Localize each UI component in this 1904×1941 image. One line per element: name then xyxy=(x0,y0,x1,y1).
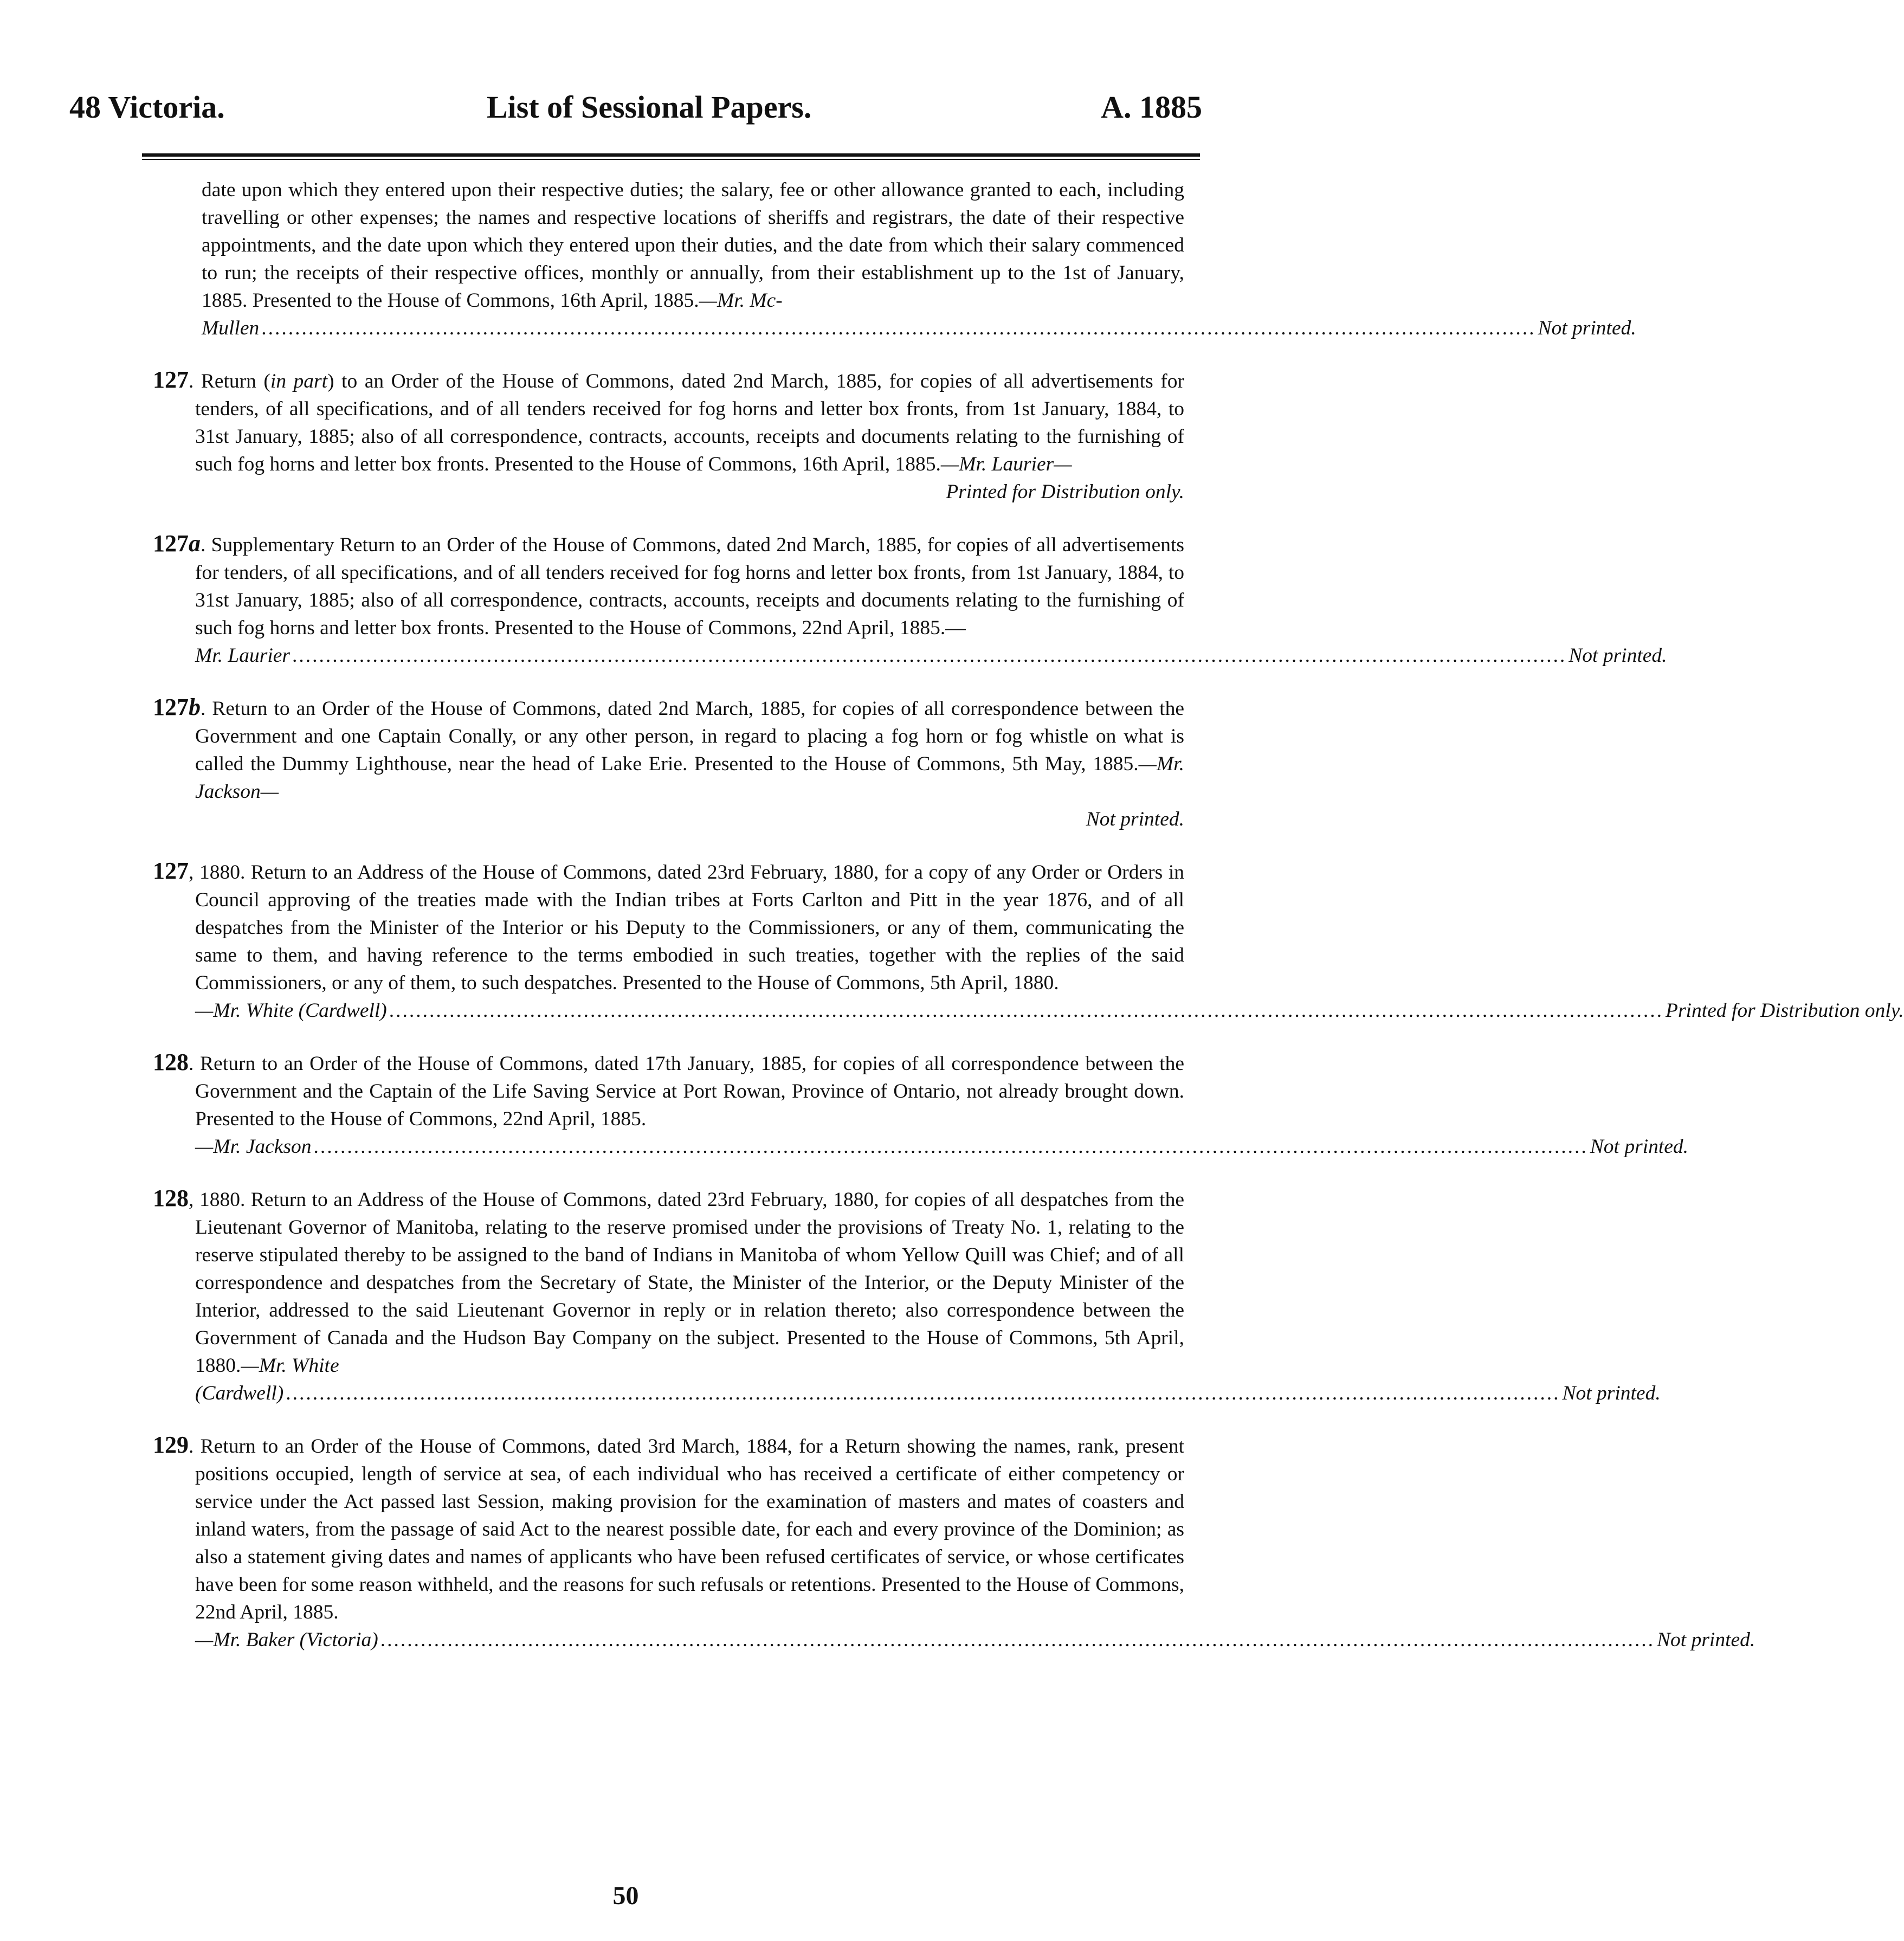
entry-text: ) to an Order of the House of Commons, dated 2nd March, 1885, for copies of all advertisements for tenders, of all specifications, and of all tenders received for fog horns and letter box fronts, from 1st January, 1884, to 31st January, 1885; also of all correspondence, contracts, accounts, receipts and documents relating to the furnishing of such fog horns and letter box fronts. Presented to the House of Commons, 16th April, 1885. xyxy=(195,370,1184,475)
entry-mover: —Mr. Jackson— xyxy=(195,753,1184,803)
entry-year: , 1880. xyxy=(189,1189,246,1211)
entry-number-suffix: b xyxy=(189,694,201,720)
entry-number-value: 127 xyxy=(153,530,189,557)
entry-status-line xyxy=(195,642,1667,669)
entry-mover: Mr. Laurier xyxy=(195,644,291,667)
entry-status: Printed for Distribution only. xyxy=(946,481,1184,503)
entry-year: , 1880. xyxy=(189,861,246,884)
entry-status-line xyxy=(202,314,1636,342)
entry-status: Not printed. xyxy=(1562,1382,1661,1404)
entry-text: . Return to an Order of the House of Commons, dated 3rd March, 1884, for a Return showing the names, rank, present positions occupied, length of service at sea, of each individual who has received a certificate of either competency or service under the Act passed last Session, making provision for the examination of masters and mates of coasters and inland waters, from the passage of said Act to the nearest possible date, for each and every province of the Dominion; as also a statement giving dates and names of applicants who have been refused certificates of service, or whose certificates have been for some reason withheld, and the reasons for such refusals or retentions. Presented to the House of Commons, 22nd April, 1885. xyxy=(189,1435,1184,1623)
entry-number: 128 xyxy=(153,1049,189,1075)
entry-number-suffix: a xyxy=(189,530,201,557)
entry-number: 129 xyxy=(153,1431,189,1458)
header-rule xyxy=(142,153,1200,157)
entry-mover-continued: Mullen xyxy=(202,317,260,339)
page-number: 50 xyxy=(612,1881,639,1910)
entry-127-1880 xyxy=(153,857,1904,1024)
header-title: List of Sessional Papers. xyxy=(487,89,812,125)
entry-127b xyxy=(153,693,1184,833)
entry-number: 128 xyxy=(153,1185,189,1211)
entry-status-line xyxy=(195,1626,1755,1654)
entry-number xyxy=(153,694,201,720)
entry-status-line xyxy=(195,997,1904,1024)
entry-mover: —Mr. Laurier— xyxy=(940,453,1072,475)
dot-leader: .............................................................................................................................................................................................. xyxy=(380,1629,1655,1651)
dot-leader: .............................................................................................................................................................................................. xyxy=(389,999,1664,1022)
header-session: 48 Victoria. xyxy=(69,89,225,125)
entry-128-1880 xyxy=(153,1184,1661,1407)
entry-number xyxy=(153,530,201,557)
entry-text: . Return to an Order of the House of Commons, dated 2nd March, 1885, for copies of all correspondence between the Government and one Captain Conally, or any other person, in regard to placing a fog horn or fog whistle on what is called the Dummy Lighthouse, near the head of Lake Erie. Presented to the House of Commons, 5th May, 1885. xyxy=(195,698,1184,775)
entry-status: Not printed. xyxy=(1538,317,1636,339)
entry-text: Return to an Address of the House of Commons, dated 23rd February, 1880, for a copy of any Order or Orders in Council approving of the treaties made with the Indian tribes at Forts Carlton and Pitt in the year 1876, and of all despatches from the Minister of the Interior or his Deputy to the Commissioners, or any of them, communicating the same to them, and having reference to the terms embodied in such treaties, together with the replies of the said Commissioners, or any of them, to such despatches. Presented to the House of Commons, 5th April, 1880. xyxy=(195,861,1184,994)
entry-129 xyxy=(153,1431,1755,1654)
entry-text: . Supplementary Return to an Order of the House of Commons, dated 2nd March, 1885, for copies of all advertisements for tenders, of all specifications, and of all tenders received for fog horns and letter box fronts, from 1st January, 1884, to 31st January, 1885; also of all correspondence, contracts, accounts, receipts and documents relating to the furnishing of such fog horns and letter box fronts. Presented to the House of Commons, 22nd April, 1885.— xyxy=(195,534,1184,639)
entry-text-pre: . Return ( xyxy=(189,370,270,392)
dot-leader: .............................................................................................................................................................................................. xyxy=(292,644,1567,667)
entry-mover-continued: (Cardwell) xyxy=(195,1382,284,1404)
entry-status: Not printed. xyxy=(1657,1629,1755,1651)
entry-status: Not printed. xyxy=(1569,644,1667,667)
entry-mover: —Mr. White (Cardwell) xyxy=(195,999,387,1022)
entry-mover: —Mr. Jackson xyxy=(195,1136,312,1158)
entry-128 xyxy=(153,1048,1689,1160)
entry-number-value: 127 xyxy=(153,694,189,720)
dot-leader: .............................................................................................................................................................................................. xyxy=(286,1382,1560,1404)
entry-127a xyxy=(153,530,1667,669)
dot-leader: .............................................................................................................................................................................................. xyxy=(261,317,1536,339)
entry-status: Not printed. xyxy=(1590,1136,1689,1158)
entry-mover: —Mr. White xyxy=(241,1355,339,1377)
entry-mover: —Mr. Baker (Victoria) xyxy=(195,1629,378,1651)
entry-text: . Return to an Order of the House of Commons, dated 17th January, 1885, for copies of all correspondence between the Government and the Captain of the Life Saving Service at Port Rowan, Province of Ontario, not already brought down. Presented to the House of Commons, 22nd April, 1885. xyxy=(189,1053,1184,1130)
entries-list xyxy=(153,176,1904,1678)
entry-text: date upon which they entered upon their respective duties; the salary, fee or other allowance granted to each, including travelling or other expenses; the names and respective locations of sheriffs and registrars, the date of their respective appointments, and the date upon which they entered upon their duties, and the date from which their salary commenced to run; the receipts of their respective offices, monthly or annually, from their establishment up to the 1st of January, 1885. Presented to the House of Commons, 16th April, 1885. xyxy=(202,179,1184,312)
entry-text-italic: in part xyxy=(270,370,328,392)
entry-continued xyxy=(195,176,1636,342)
entry-127 xyxy=(153,366,1184,506)
entry-number: 127 xyxy=(153,857,189,884)
entry-number: 127 xyxy=(153,366,189,393)
page-header xyxy=(69,86,1202,129)
dot-leader: .............................................................................................................................................................................................. xyxy=(313,1136,1588,1158)
entry-text: Return to an Address of the House of Commons, dated 23rd February, 1880, for copies of all despatches from the Lieutenant Governor of Manitoba, relating to the reserve promised under the provisions of Treaty No. 1, relating to the reserve stipulated thereby to be assigned to the band of Indians in Manitoba of whom Yellow Quill was Chief; and of all correspondence and despatches from the Secretary of State, the Minister of the Interior, or the Deputy Minister of the Interior, addressed to the said Lieutenant Governor in reply or in relation thereto; also correspondence between the Government of Canada and the Hudson Bay Company on the subject. Presented to the House of Commons, 5th April, 1880. xyxy=(195,1189,1184,1377)
entry-status-line xyxy=(195,1379,1661,1407)
entry-status: Printed for Distribution only. xyxy=(1666,999,1904,1022)
header-year: A. 1885 xyxy=(1101,89,1202,125)
entry-status: Not printed. xyxy=(1086,808,1184,830)
entry-mover: —Mr. Mc- xyxy=(699,289,783,312)
entry-status-line xyxy=(195,1133,1689,1160)
